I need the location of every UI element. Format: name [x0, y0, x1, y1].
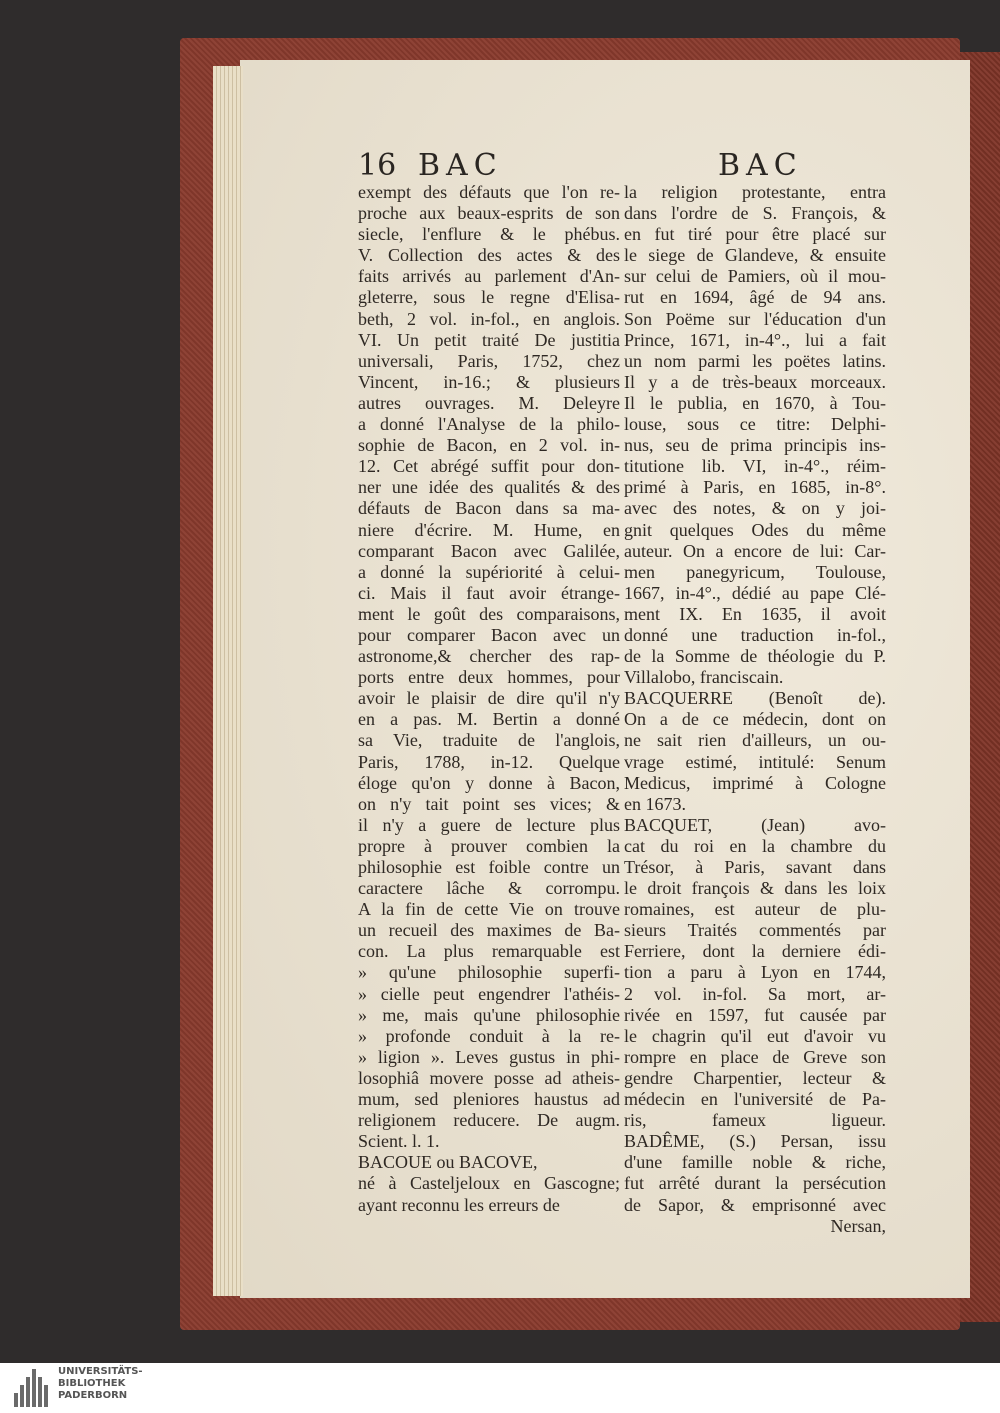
text-line: a donné la supériorité à celui- [358, 561, 620, 582]
text-line: con. La plus remarquable est [358, 941, 620, 962]
text-line: un recueil des maximes de Ba- [358, 920, 620, 941]
text-line: d'une famille noble & riche, [624, 1152, 886, 1173]
text-line: romaines, est auteur de plu- [624, 899, 886, 920]
text-line: VI. Un petit traité De justitia [358, 329, 620, 350]
text-line: il n'y a guere de lecture plus [358, 814, 620, 835]
text-line: losophiâ movere posse ad atheis- [358, 1067, 620, 1088]
text-line: niere d'écrire. M. Hume, en [358, 519, 620, 540]
text-line: 1667, in-4°., dédié au pape Clé- [624, 582, 886, 603]
text-line: » cielle peut engendrer l'athéis- [358, 983, 620, 1004]
text-line: rut en 1694, âgé de 94 ans. [624, 287, 886, 308]
text-line: faits arrivés au parlement d'An- [358, 266, 620, 287]
text-line: la religion protestante, entra [624, 182, 886, 202]
text-line: Trésor, à Paris, savant dans [624, 857, 886, 877]
text-line: gnit quelques Odes du même [624, 519, 886, 540]
text-line: ayant reconnu les erreurs de [358, 1194, 560, 1215]
text-line: Il le publia, en 1670, à Tou- [624, 392, 886, 413]
text-line: avoir le plaisir de dire qu'il n'y [358, 688, 620, 709]
text-line: astronome,& chercher des rap- [358, 646, 620, 667]
text-line: A la fin de cette Vie on trouve [358, 899, 620, 920]
text-line: louse, sous ce titre: Delphi- [624, 414, 886, 435]
text-line: le siege de Glandeve, & ensuite [624, 245, 886, 266]
text-line: défauts de Bacon dans sa ma- [358, 498, 620, 519]
text-line: » ligion ». Leves gustus in phi- [358, 1046, 620, 1067]
text-line: » profonde conduit à la re- [358, 1025, 620, 1046]
text-line: sieurs Traités commentés par [624, 920, 886, 941]
logo-line: PADERBORN [58, 1390, 128, 1401]
text-line: sa Vie, traduite de l'anglois, [358, 730, 620, 751]
text-line: le chagrin qu'il eut d'avoir vu [624, 1025, 886, 1046]
text-line: ci. Mais il faut avoir étrange- [358, 582, 620, 603]
text-line: Vincent, in-16.; & plusieurs [358, 371, 620, 392]
text-line: a donné l'Analyse de la philo- [358, 414, 620, 435]
text-line: en fut tiré pour être placé sur [624, 224, 886, 245]
text-line: éloge qu'on y donne à Bacon, [358, 772, 620, 793]
footer-bar [0, 1363, 1000, 1413]
text-line: exempt des défauts que l'on re- [358, 182, 620, 202]
text-line: Scient. l. 1. [358, 1131, 440, 1152]
text-line: Medicus, imprimé à Cologne [624, 772, 886, 793]
text-line: le droit françois & dans les loix [624, 878, 886, 899]
text-line: de la Somme de théologie du P. [624, 646, 886, 667]
text-line: BACQUET, (Jean) avo- [624, 814, 886, 835]
text-line: primé à Paris, en 1685, in-8°. [624, 477, 886, 498]
text-line: BACOUE ou BACOVE, [358, 1152, 538, 1173]
text-line: men panegyricum, Toulouse, [624, 561, 886, 582]
text-line: de Sapor, & emprisonné avec [624, 1194, 886, 1215]
text-line: religionem reducere. De augm. [358, 1110, 620, 1131]
logo-line: BIBLIOTHEK [58, 1378, 126, 1389]
text-column-left [358, 182, 620, 1216]
text-column-right [624, 182, 886, 1237]
text-line: caractere lâche & corrompu. [358, 878, 620, 899]
text-line: on n'y tait point ses vices; & [358, 793, 620, 814]
text-line: propre à prouver combien la [358, 835, 620, 856]
text-line: gendre Charpentier, lecteur & [624, 1067, 886, 1088]
text-line: mum, sed pleniores haustus ad [358, 1089, 620, 1110]
text-line: nus, seu de prima principis ins- [624, 435, 886, 456]
text-line: sophie de Bacon, en 2 vol. in- [358, 435, 620, 456]
text-line: titutione lib. VI, in-4°., réim- [624, 456, 886, 477]
text-line: médecin en l'université de Pa- [624, 1089, 886, 1110]
text-line: » qu'une philosophie superfi- [358, 962, 620, 983]
text-line: » me, mais qu'une philosophie [358, 1004, 620, 1025]
text-line: donné une traduction in-fol., [624, 624, 886, 645]
text-line: Villalobo, franciscain. [624, 667, 784, 688]
text-line: rivée en 1597, fut causée par [624, 1004, 886, 1025]
text-line: 12. Cet abrégé suffit pour don- [358, 456, 620, 477]
text-line: sur celui de Pamiers, où il mou- [624, 266, 886, 287]
page-number: 16 [358, 148, 397, 183]
text-line: ner une idée des qualités & des [358, 477, 620, 498]
text-line: Prince, 1671, in-4°., lui a fait [624, 329, 886, 350]
text-line: rompre en place de Greve son [624, 1046, 886, 1067]
text-line: vrage estimé, intitulé: Senum [624, 751, 886, 772]
text-line: Il y a de très-beaux morceaux. [624, 371, 886, 392]
library-logo-icon [14, 1369, 54, 1407]
text-line: gleterre, sous le regne d'Elisa- [358, 287, 620, 308]
text-line: V. Collection des actes & des [358, 245, 620, 266]
text-line: Paris, 1788, in-12. Quelque [358, 751, 620, 772]
text-line: cat du roi en la chambre du [624, 835, 886, 856]
library-logo-text [58, 1366, 143, 1402]
text-line: Nersan, [830, 1215, 886, 1236]
text-line: avec des notes, & on y joi- [624, 498, 886, 519]
text-line: 2 vol. in-fol. Sa mort, ar- [624, 983, 886, 1004]
logo-line: UNIVERSITÄTS- [58, 1366, 143, 1377]
text-line: siecle, l'enflure & le phébus. [358, 224, 620, 245]
text-line: universali, Paris, 1752, chez [358, 350, 620, 371]
text-line: ports entre deux hommes, pour [358, 667, 620, 688]
text-line: dans l'ordre de S. François, & [624, 203, 886, 224]
running-head-right: BAC [718, 148, 803, 183]
text-line: né à Casteljeloux en Gascogne; [358, 1173, 620, 1194]
text-line: On a de ce médecin, dont on [624, 709, 886, 730]
text-line: comparant Bacon avec Galilée, [358, 540, 620, 561]
text-line: ris, fameux ligueur. [624, 1110, 886, 1131]
text-line: Son Poëme sur l'éducation d'un [624, 308, 886, 329]
text-line: philosophie est foible contre un [358, 857, 620, 877]
text-line: ment IX. En 1635, il avoit [624, 603, 886, 624]
text-line: ne sait rien d'ailleurs, un ou- [624, 730, 886, 751]
running-head-left: BAC [418, 148, 503, 183]
text-line: pour comparer Bacon avec un [358, 624, 620, 645]
text-line: BADÊME, (S.) Persan, issu [624, 1131, 886, 1152]
text-line: un nom parmi les poëtes latins. [624, 350, 886, 371]
text-line: Ferriere, dont la derniere édi- [624, 941, 886, 962]
text-line: tion a paru à Lyon en 1744, [624, 962, 886, 983]
running-head [358, 148, 808, 184]
text-line: ment le goût des comparaisons, [358, 603, 620, 624]
text-line: auteur. On a encore de lui: Car- [624, 540, 886, 561]
text-line: autres ouvrages. M. Deleyre [358, 392, 620, 413]
text-line: fut arrêté durant la persécution [624, 1173, 886, 1194]
text-line: en 1673. [624, 793, 686, 814]
text-line: proche aux beaux-esprits de son [358, 203, 620, 224]
text-line: en a pas. M. Bertin a donné [358, 709, 620, 730]
page-fore-edge [213, 66, 243, 1296]
text-line: beth, 2 vol. in-fol., en anglois. [358, 308, 620, 329]
text-line: BACQUERRE (Benoît de). [624, 688, 886, 709]
